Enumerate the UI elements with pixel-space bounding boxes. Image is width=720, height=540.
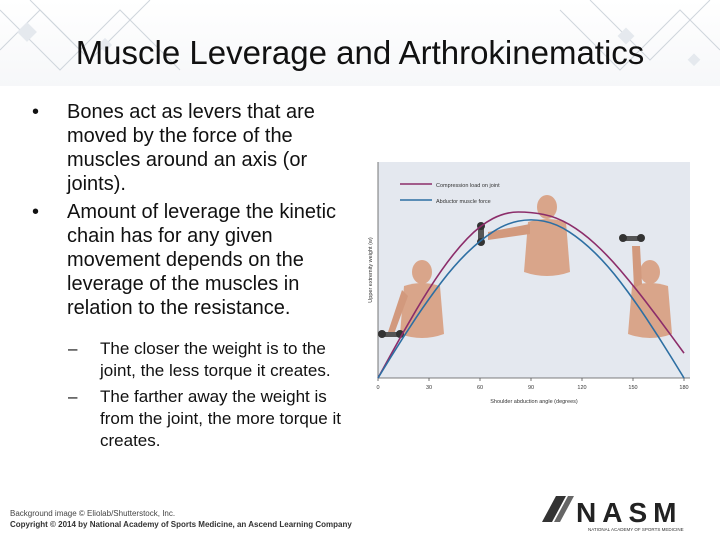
- dash-icon: –: [68, 339, 78, 358]
- legend-label-compression: Compression load on joint: [436, 183, 500, 189]
- shoulder-abduction-figure: [360, 162, 690, 417]
- dash-icon: –: [68, 387, 78, 406]
- copyright-text: Copyright © 2014 by National Academy of Sports Medicine, an Ascend Learning Company: [10, 520, 352, 529]
- nasm-logo: [540, 492, 710, 534]
- bullet-text: Amount of leverage the kinetic chain has for any given movement depends on the leverage of the muscles in relation to the resistance.: [67, 201, 337, 319]
- x-tick-label: 180: [679, 385, 689, 391]
- x-tick-label: 90: [527, 385, 535, 391]
- y-axis-label: Upper extremity weight (w): [368, 237, 374, 303]
- background-credit: Background image © Eliolab/Shutterstock, Inc.: [10, 509, 176, 518]
- footer: [10, 508, 352, 530]
- bullet-item: [30, 200, 360, 320]
- page-title: Muscle Leverage and Arthrokinematics: [75, 34, 645, 71]
- shoulder-abduction-chart: [360, 162, 690, 412]
- bullet-dot-icon: •: [32, 101, 40, 123]
- legend-label-abductor: Abductor muscle force: [436, 199, 491, 205]
- bullet-item: [30, 100, 360, 196]
- x-tick-label: 30: [425, 385, 433, 391]
- sub-bullet-item: [30, 338, 360, 382]
- bullet-text: Bones act as levers that are moved by the force of the muscles around an axis (or joints).: [67, 101, 315, 195]
- x-tick-label: 120: [577, 385, 587, 391]
- x-tick-label: 150: [628, 385, 638, 391]
- x-tick-label: 0: [376, 385, 380, 391]
- bullet-dot-icon: •: [32, 201, 40, 223]
- sub-bullet-item: [30, 386, 360, 452]
- slide-body: [30, 100, 360, 456]
- x-axis-label: Shoulder abduction angle (degrees): [490, 399, 578, 405]
- x-tick-label: 60: [476, 385, 484, 391]
- sub-bullet-text: The farther away the weight is from the joint, the more torque it creates.: [100, 387, 341, 450]
- logo-tagline: NATIONAL ACADEMY OF SPORTS MEDICINE: [588, 527, 684, 532]
- sub-bullet-text: The closer the weight is to the joint, the less torque it creates.: [100, 339, 331, 380]
- logo-wordmark: NASM: [576, 497, 683, 528]
